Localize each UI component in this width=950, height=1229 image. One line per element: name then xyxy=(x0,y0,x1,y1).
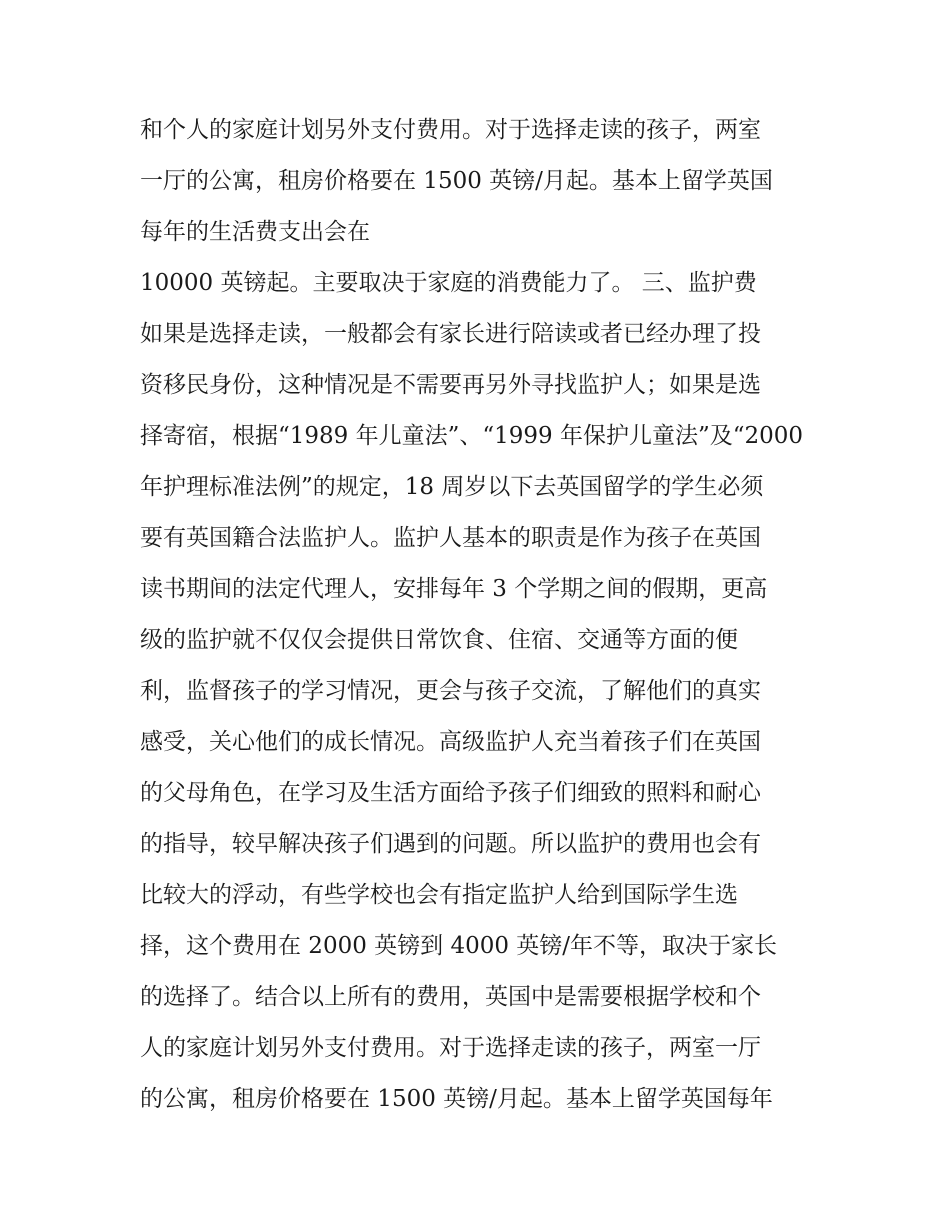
text-line: 感受，关心他们的成长情况。高级监护人充当着孩子们在英国 xyxy=(140,729,761,755)
text-line: 比较大的浮动，有些学校也会有指定监护人给到国际学生选 xyxy=(140,882,738,908)
text-line: 级的监护就不仅仅会提供日常饮食、住宿、交通等方面的便 xyxy=(140,627,738,653)
body-text xyxy=(140,105,830,1125)
text-line: 资移民身份，这种情况是不需要再另外寻找监护人；如果是选 xyxy=(140,372,761,398)
text-line: 年护理标准法例”的规定，18 周岁以下去英国留学的学生必须 xyxy=(140,474,764,500)
text-line: 和个人的家庭计划另外支付费用。对于选择走读的孩子，两室 xyxy=(140,117,761,143)
text-line: 的父母角色，在学习及生活方面给予孩子们细致的照料和耐心 xyxy=(140,780,761,806)
text-line: 利，监督孩子的学习情况，更会与孩子交流，了解他们的真实 xyxy=(140,678,761,704)
text-line: 的选择了。结合以上所有的费用，英国中是需要根据学校和个 xyxy=(140,984,761,1010)
text-line: 的公寓，租房价格要在 1500 英镑/月起。基本上留学英国每年 xyxy=(140,1086,773,1112)
text-line: 一厅的公寓，租房价格要在 1500 英镑/月起。基本上留学英国 xyxy=(140,168,773,194)
text-line: 择，这个费用在 2000 英镑到 4000 英镑/年不等，取决于家长 xyxy=(140,933,778,959)
text-line: 读书期间的法定代理人，安排每年 3 个学期之间的假期，更高 xyxy=(140,576,768,602)
text-line: 择寄宿，根据“1989 年儿童法”、“1999 年保护儿童法”及“2000 xyxy=(140,423,804,449)
text-line: 10000 英镑起。主要取决于家庭的消费能力了。 三、监护费 xyxy=(140,270,757,296)
text-line: 的指导，较早解决孩子们遇到的问题。所以监护的费用也会有 xyxy=(140,831,761,857)
text-line: 每年的生活费支出会在 xyxy=(140,219,370,245)
text-line: 要有英国籍合法监护人。监护人基本的职责是作为孩子在英国 xyxy=(140,525,761,551)
text-line: 如果是选择走读，一般都会有家长进行陪读或者已经办理了投 xyxy=(140,321,761,347)
text-line: 人的家庭计划另外支付费用。对于选择走读的孩子，两室一厅 xyxy=(140,1035,761,1061)
